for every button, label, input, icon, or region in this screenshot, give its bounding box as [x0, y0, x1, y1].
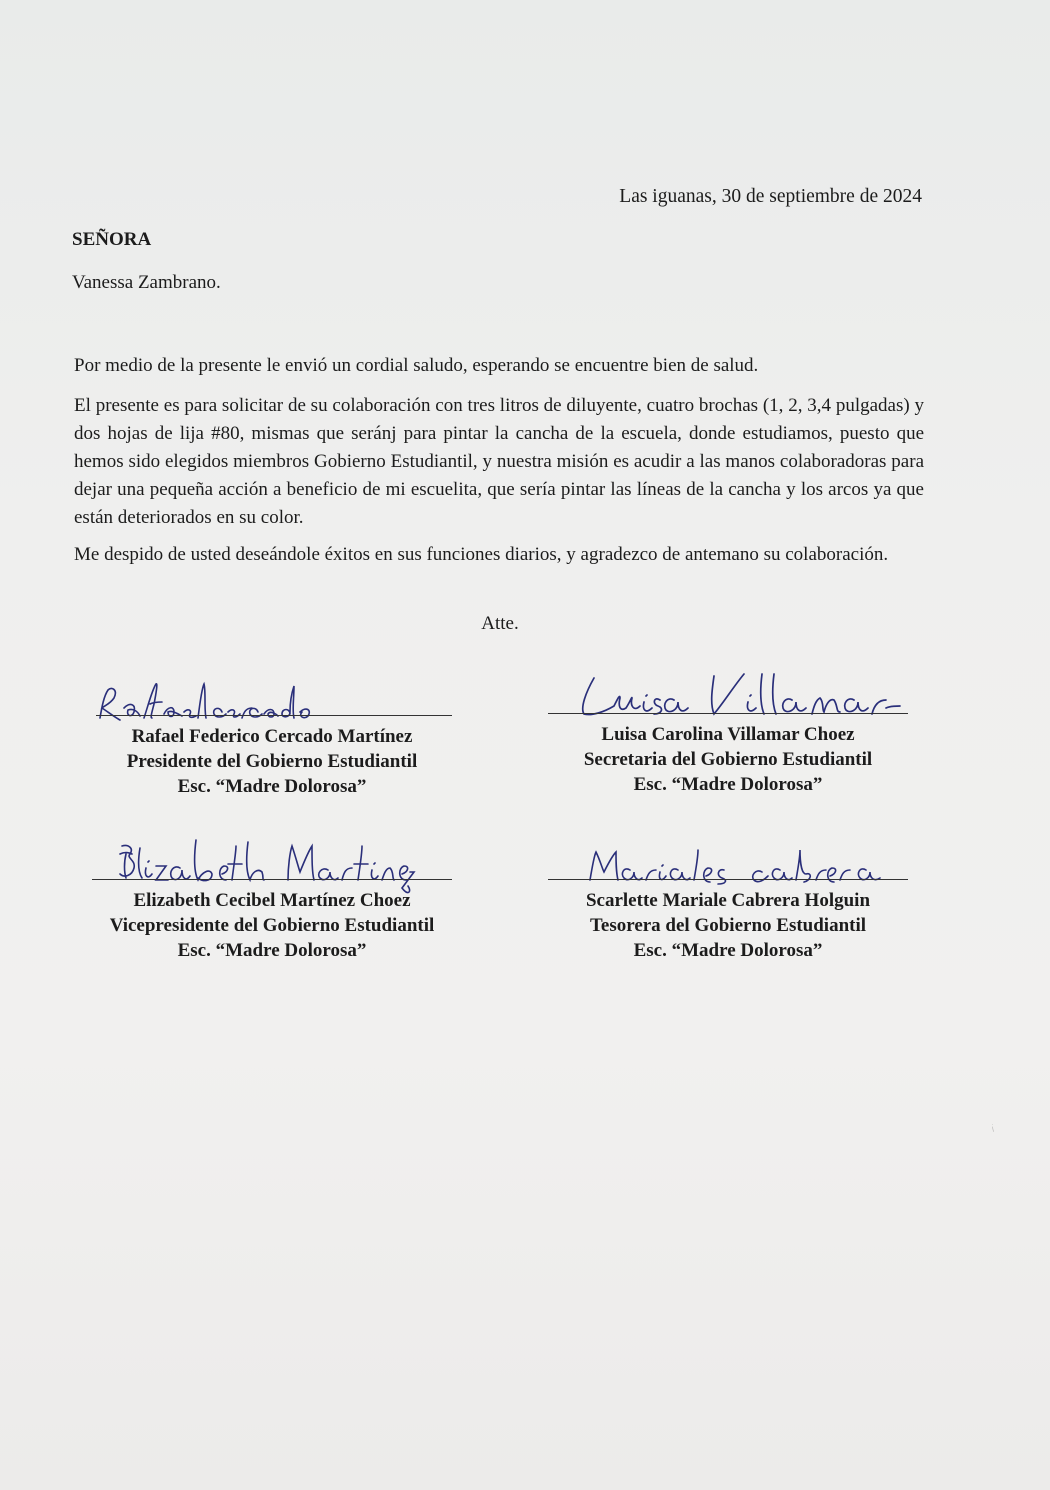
signature-block-vicepresident	[72, 832, 472, 963]
signature-area	[528, 832, 928, 880]
recipient-name: Vanessa Zambrano.	[72, 272, 221, 293]
signer-role: Tesorera del Gobierno Estudiantil	[589, 915, 867, 936]
signature-block-secretary	[528, 666, 928, 797]
paragraph-request: El presente es para solicitar de su colaboración con tres litros de diluyente, cuatro brochas (1, 2, 3,4 pulgadas) y dos hojas de lija #80, mismas que seránj para pintar la cancha de la escuela, donde estudiamos, puesto que hemos sido elegidos miembros Gobierno Estudiantil, y nuestra misión es acudir a las manos colaboradoras para dejar una pequeña acción a beneficio de mi escuelita, que sería pintar las líneas de la cancha y los arcos ya que están deteriorados en su color.	[74, 395, 924, 528]
signature-line	[548, 879, 908, 880]
signature-area	[72, 668, 472, 716]
signer-role: Presidente del Gobierno Estudiantil	[126, 751, 418, 772]
signer-name: Elizabeth Cecibel Martínez Choez	[133, 890, 411, 911]
handwritten-signature	[574, 668, 904, 718]
signer-role: Vicepresidente del Gobierno Estudiantil	[109, 915, 435, 936]
signature-block-treasurer	[528, 832, 928, 963]
place-date: Las iguanas, 30 de septiembre de 2024	[619, 186, 922, 207]
signer-school: Esc. “Madre Dolorosa”	[633, 774, 823, 795]
signer-school: Esc. “Madre Dolorosa”	[177, 776, 367, 797]
signature-line	[92, 879, 452, 880]
signature-area	[72, 832, 472, 880]
signer-name: Luisa Carolina Villamar Choez	[601, 724, 855, 745]
handwritten-signature	[112, 836, 412, 900]
signer-school: Esc. “Madre Dolorosa”	[177, 940, 367, 961]
signature-line	[96, 715, 452, 716]
salutation: SEÑORA	[72, 229, 152, 250]
signer-name: Rafael Federico Cercado Martínez	[131, 726, 413, 747]
ink-speck	[992, 1108, 994, 1148]
signature-block-president	[72, 668, 472, 799]
signature-area	[528, 666, 928, 714]
paragraph-farewell: Me despido de usted deseándole éxitos en sus funciones diarios, y agradezco de antemano su colaboración.	[74, 544, 889, 565]
handwritten-signature	[584, 840, 884, 884]
closing: Atte.	[481, 613, 519, 634]
signature-line	[548, 713, 908, 714]
paragraph-greeting: Por medio de la presente le envió un cordial saludo, esperando se encuentre bien de salud.	[74, 355, 759, 376]
signer-name: Scarlette Mariale Cabrera Holguin	[585, 890, 871, 911]
signer-school: Esc. “Madre Dolorosa”	[633, 940, 823, 961]
signer-role: Secretaria del Gobierno Estudiantil	[583, 749, 873, 770]
